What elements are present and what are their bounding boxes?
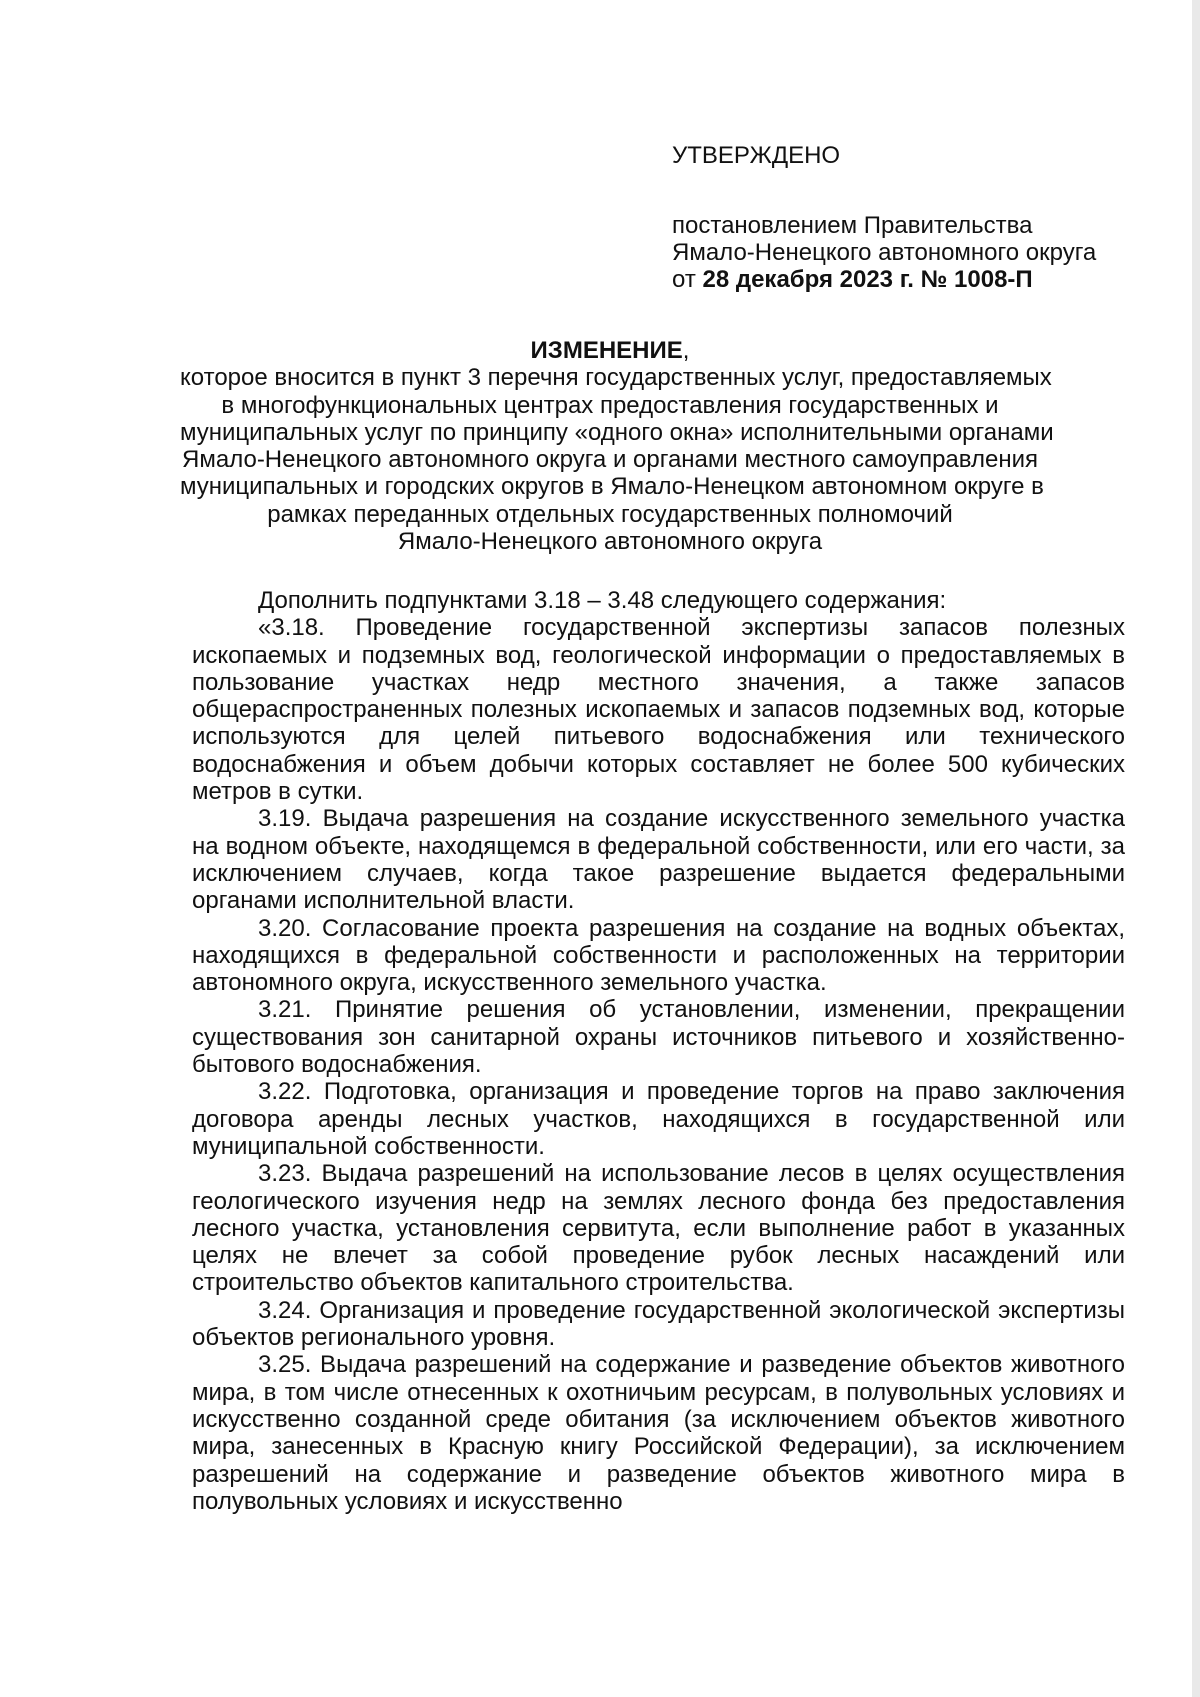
approval-line-2: Ямало-Ненецкого автономного округа: [672, 239, 1097, 266]
approval-stamp: [672, 142, 1142, 293]
item-3-22: 3.22. Подготовка, организация и проведение торгов на право заключения договора аренды лесных участков, находящихся в государственной или муниципальной собственности.: [192, 1078, 1125, 1160]
heading-line-7: Ямало-Ненецкого автономного округа: [397, 528, 823, 556]
heading-line-5: муниципальных и городских округов в Ямало-Ненецком автономном округе в: [180, 473, 1044, 501]
document-heading: [180, 337, 1054, 556]
item-3-21: 3.21. Принятие решения об установлении, изменении, прекращении существования зон санитарной охраны источников питьевого и хозяйственно-бытового водоснабжения.: [192, 996, 1125, 1079]
approval-title: УТВЕРЖДЕНО: [672, 142, 841, 169]
document-title: [180, 337, 1040, 364]
item-3-20: 3.20. Согласование проекта разрешения на создание на водных объектах, находящихся в федеральной собственности и расположенных на территории автономного округа, искусственного земельного участка.: [192, 914, 1125, 997]
item-3-19: 3.19. Выдача разрешения на создание искусственного земельного участка на водном объекте, находящемся в федеральной собственности, или его части, за исключением случаев, когда такое разрешение выдается федеральными органами исполнительной власти.: [192, 805, 1125, 915]
document-title-comma: ,: [682, 337, 690, 364]
item-3-24: 3.24. Организация и проведение государственной экологической экспертизы объектов регионального уровня.: [192, 1296, 1125, 1352]
page-edge: [1192, 0, 1200, 1697]
heading-line-2: в многофункциональных центрах предоставления государственных и: [221, 391, 999, 419]
item-3-23: 3.23. Выдача разрешений на использование лесов в целях осуществления геологического изучения недр на землях лесного фонда без предоставления лесного участка, установления сервитута, если выполнение работ в указанных целях не влечет за собой проведение рубок лесных насаждений или строительство объектов капитального строительства.: [192, 1160, 1125, 1297]
approval-date-prefix: от: [672, 266, 703, 293]
approval-date: [672, 266, 1142, 293]
document-body: [192, 587, 1125, 1515]
heading-line-1: которое вносится в пункт 3 перечня государственных услуг, предоставляемых: [180, 364, 1052, 392]
approval-date-value: 28 декабря 2023 г. № 1008-П: [702, 266, 1033, 293]
item-3-25: 3.25. Выдача разрешений на содержание и разведение объектов животного мира, в том числе отнесенных к охотничьим ресурсам, в полувольных условиях и искусственно созданной среде обитания (за исключением объектов животного мира, занесенных в Красную книгу Российской Федерации), за исключением разрешений на содержание и разведение объектов животного мира в полувольных условиях и искусственно: [192, 1351, 1125, 1515]
heading-line-6: рамках переданных отдельных государственных полномочий: [267, 500, 953, 528]
heading-line-4: Ямало-Ненецкого автономного округа и органами местного самоуправления: [182, 446, 1038, 474]
intro-paragraph: Дополнить подпунктами 3.18 – 3.48 следующего содержания:: [258, 587, 947, 614]
document-title-text: ИЗМЕНЕНИЕ: [530, 337, 683, 364]
item-3-18: «3.18. Проведение государственной экспертизы запасов полезных ископаемых и подземных вод, геологической информации о предоставляемых в пользование участках недр местного значения, а также запасов общераспространенных полезных ископаемых и запасов подземных вод, которые используются для целей питьевого водоснабжения или технического водоснабжения и объем добычи которых составляет не более 500 кубических метров в сутки.: [192, 614, 1125, 806]
approval-line-1: постановлением Правительства: [672, 212, 1033, 239]
heading-line-3: муниципальных услуг по принципу «одного окна» исполнительными органами: [180, 418, 1054, 446]
